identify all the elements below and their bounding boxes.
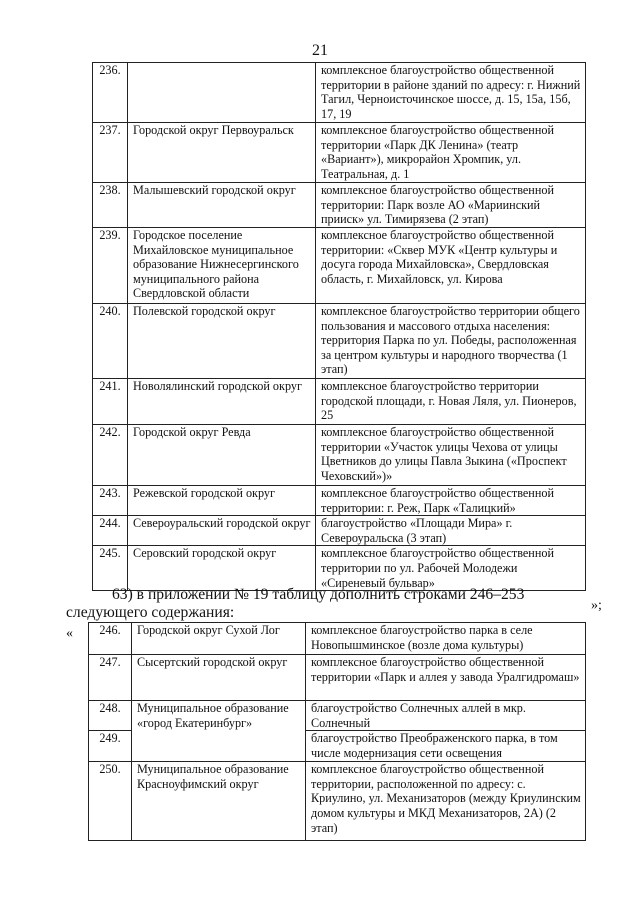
- appendix-19-additions-table: [88, 622, 586, 841]
- municipality-cell: [128, 63, 316, 123]
- table-row: [93, 63, 586, 123]
- row-number: 245.: [93, 546, 128, 591]
- table-row: [89, 623, 586, 655]
- description-cell: благоустройство Преображенского парка, в том числе модернизация сети освещения: [306, 731, 586, 762]
- row-number: 243.: [93, 486, 128, 516]
- opening-quote: «: [66, 626, 73, 641]
- description-cell: комплексное благоустройство общественной территории в районе зданий по адресу: г. Нижний Тагил, Черноисточинское шоссе, д. 15, 15а, 15б, 17, 19: [316, 63, 586, 123]
- description-cell: комплексное благоустройство общественной территории: Парк возле АО «Мариинский прииск» ул. Тимирязева (2 этап): [316, 183, 586, 228]
- description-cell: комплексное благоустройство общественной территории: г. Реж, Парк «Талицкий»: [316, 486, 586, 516]
- municipality-cell: Городской округ Ревда: [128, 425, 316, 486]
- table-row: [89, 655, 586, 701]
- description-cell: комплексное благоустройство общественной территории «Парк ДК Ленина» (театр «Вариант»), микрорайон Хромпик, ул. Театральная, д. 1: [316, 123, 586, 183]
- description-cell: благоустройство Солнечных аллей в мкр. Солнечный: [306, 701, 586, 731]
- municipality-cell: Городское поселение Михайловское муниципальное образование Нижнесергинского муниципального района Свердловской области: [128, 228, 316, 304]
- municipality-cell: Серовский городской округ: [128, 546, 316, 591]
- table-row: [93, 228, 586, 304]
- municipality-cell: Городской округ Первоуральск: [128, 123, 316, 183]
- municipality-cell: Муниципальное образование «город Екатеринбург»: [132, 701, 306, 762]
- table-row: [93, 425, 586, 486]
- row-number: 238.: [93, 183, 128, 228]
- row-number: 237.: [93, 123, 128, 183]
- row-number: 239.: [93, 228, 128, 304]
- table-row: [93, 123, 586, 183]
- row-number: 248.: [89, 701, 132, 731]
- page-number: 21: [312, 42, 328, 59]
- municipality-cell: Сысертский городской округ: [132, 655, 306, 701]
- description-cell: комплексное благоустройство территории общего пользования и массового отдыха населения: территория Парка по ул. Победы, расположенная за центром культуры и народного творчества (1 этап): [316, 304, 586, 379]
- table-row: [93, 304, 586, 379]
- row-number: 247.: [89, 655, 132, 701]
- table-row: [89, 762, 586, 841]
- row-number: 246.: [89, 623, 132, 655]
- municipality-cell: Полевской городской округ: [128, 304, 316, 379]
- row-number: 244.: [93, 516, 128, 546]
- municipality-cell: Североуральский городской округ: [128, 516, 316, 546]
- appendix-table-continued: [92, 62, 586, 591]
- description-cell: благоустройство «Площади Мира» г. Североуральска (3 этап): [316, 516, 586, 546]
- row-number: 242.: [93, 425, 128, 486]
- table-row: [93, 183, 586, 228]
- table-row: [89, 701, 586, 731]
- municipality-cell: Режевской городской округ: [128, 486, 316, 516]
- table-row: [93, 546, 586, 591]
- closing-quote: »;: [591, 598, 602, 613]
- description-cell: комплексное благоустройство территории городской площади, г. Новая Ляля, ул. Пионеров, 25: [316, 379, 586, 425]
- amendment-paragraph: 63) в приложении № 19 таблицу дополнить строками 246–253 следующего содержания:: [66, 586, 525, 621]
- table-row: [93, 516, 586, 546]
- row-number: 240.: [93, 304, 128, 379]
- municipality-cell: Городской округ Сухой Лог: [132, 623, 306, 655]
- description-cell: комплексное благоустройство парка в селе Новопышминское (возле дома культуры): [306, 623, 586, 655]
- municipality-cell: Малышевский городской округ: [128, 183, 316, 228]
- description-cell: комплексное благоустройство общественной территории «Участок улицы Чехова от улицы Цветников до улицы Павла Зыкина («Проспект Чеховский»)»: [316, 425, 586, 486]
- description-cell: комплексное благоустройство общественной территории по ул. Рабочей Молодежи «Сиреневый бульвар»: [316, 546, 586, 591]
- row-number: 249.: [89, 731, 132, 762]
- municipality-cell: Муниципальное образование Красноуфимский округ: [132, 762, 306, 841]
- description-cell: комплексное благоустройство общественной территории, расположенной по адресу: с. Криулино, ул. Механизаторов (между Криулинским домом культуры и МКД Механизаторов, 2А) (2 этап): [306, 762, 586, 841]
- table-row: [93, 486, 586, 516]
- row-number: 241.: [93, 379, 128, 425]
- row-number: 250.: [89, 762, 132, 841]
- description-cell: комплексное благоустройство общественной территории «Парк и аллея у завода Уралгидромаш»: [306, 655, 586, 701]
- row-number: 236.: [93, 63, 128, 123]
- municipality-cell: Новолялинский городской округ: [128, 379, 316, 425]
- description-cell: комплексное благоустройство общественной территории: «Сквер МУК «Центр культуры и досуга города Михайловска», Свердловская область, г. Михайловск, ул. Кирова: [316, 228, 586, 304]
- table-row: [93, 379, 586, 425]
